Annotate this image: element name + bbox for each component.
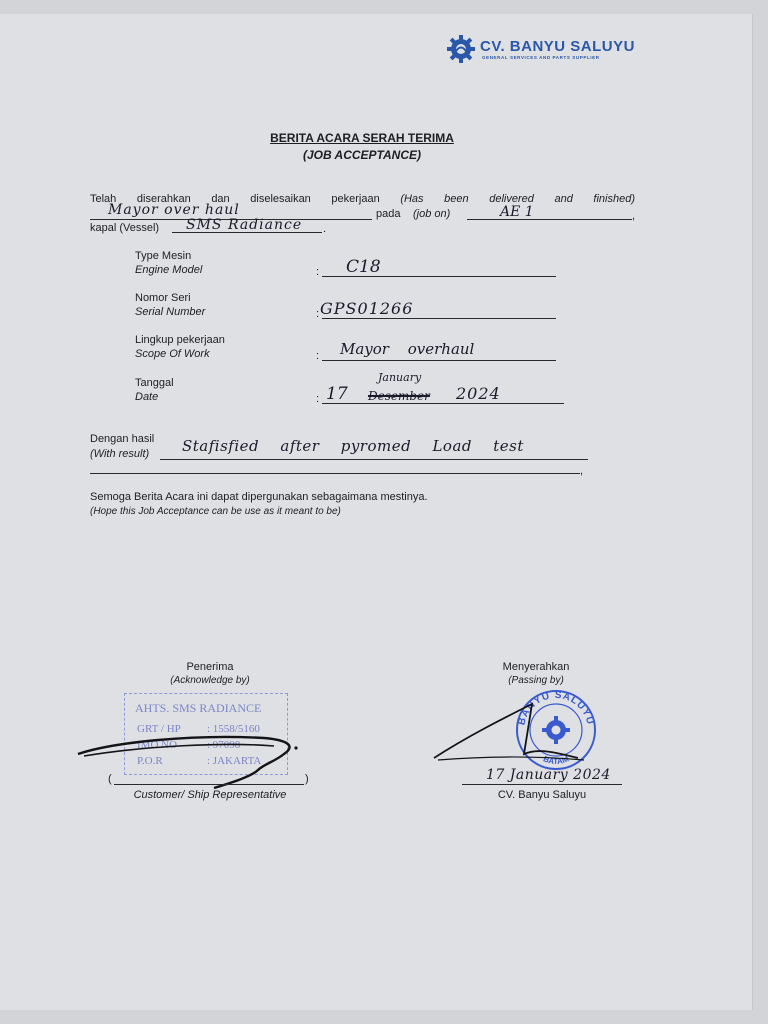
intro-word: dan	[211, 193, 230, 205]
closing-text: Semoga Berita Acara ini dapat dipergunakan sebagaimana mestinya.	[90, 491, 428, 503]
colon: :	[316, 350, 320, 362]
closing-text-en: (Hope this Job Acceptance can be use as it meant to be)	[90, 506, 341, 517]
company-tagline: GENERAL SERVICES AND PARTS SUPPLIER	[482, 55, 600, 60]
document-title: BERITA ACARA SERAH TERIMA	[270, 131, 454, 145]
document-subtitle: (JOB ACCEPTANCE)	[302, 148, 421, 162]
job-on-label: (job on)	[413, 208, 451, 220]
stamp-row-val: : 1558/5160	[207, 723, 260, 735]
intro-word: Telah	[90, 193, 117, 205]
engine-model-label: Type Mesin	[135, 250, 192, 262]
stamp-row-key: IMO NO	[137, 739, 178, 751]
date-year: 2024	[456, 384, 501, 403]
sender-sign-line	[462, 784, 622, 785]
date-struck-month: Desember	[368, 389, 430, 403]
job-value: Mayor over haul	[108, 202, 240, 218]
gear-icon	[446, 34, 476, 64]
serial-number-line	[322, 318, 556, 319]
serial-number-value: GPS01266	[320, 299, 414, 318]
intro-word: finished)	[593, 193, 635, 205]
date-label: Tanggal	[135, 377, 174, 389]
receiver-caption: Customer/ Ship Representative	[133, 789, 287, 801]
colon: :	[316, 393, 320, 405]
receiver-sign-line	[114, 784, 304, 785]
sender-title: Menyerahkan	[502, 661, 570, 673]
job-on-value: AE 1	[500, 204, 534, 220]
result-label: Dengan hasil	[90, 433, 155, 445]
result-comma: ,	[580, 465, 584, 477]
engine-model-value: C18	[346, 257, 381, 277]
vessel-label: kapal (Vessel)	[90, 222, 160, 234]
result-line-2	[90, 473, 580, 474]
sender-date: 17 January 2024	[486, 767, 611, 783]
date-line	[322, 403, 564, 404]
paren-open: (	[108, 773, 112, 785]
result-label-en: (With result)	[90, 448, 150, 460]
stamp-row-val: : 97098	[207, 739, 241, 751]
receiver-title-en: (Acknowledge by)	[170, 675, 250, 686]
scope-value: Mayor overhaul	[340, 340, 475, 358]
paren-close: )	[305, 773, 309, 785]
engine-model-label-en: Engine Model	[135, 264, 203, 276]
company-stamp-top: BANYU SALUYU	[516, 690, 596, 727]
intro-word: (Has	[400, 193, 424, 205]
intro-word: been	[444, 193, 469, 205]
result-value: Stafisfied after pyromed Load test	[182, 437, 524, 455]
stamp-row-val: : JAKARTA	[207, 755, 262, 767]
company-name: CV. BANYU SALUYU	[480, 38, 635, 55]
scope-label-en: Scope Of Work	[135, 348, 210, 360]
sender-caption: CV. Banyu Saluyu	[497, 789, 587, 801]
sender-title-en: (Passing by)	[508, 675, 564, 686]
stamp-row-key: GRT / HP	[137, 723, 181, 735]
serial-number-label-en: Serial Number	[135, 306, 206, 318]
sender-signature	[428, 696, 588, 768]
ship-stamp-name: AHTS. SMS RADIANCE	[135, 701, 262, 715]
scope-line	[322, 360, 556, 361]
intro-word: pekerjaan	[331, 193, 380, 205]
vessel-value: SMS Radiance	[186, 217, 303, 233]
colon: :	[316, 308, 320, 320]
date-label-en: Date	[135, 391, 159, 403]
job-on-line	[467, 219, 632, 220]
result-line-1	[160, 459, 588, 460]
serial-number-label: Nomor Seri	[135, 292, 191, 304]
colon: :	[316, 266, 320, 278]
intro-word: delivered	[489, 193, 534, 205]
period: .	[323, 223, 327, 235]
scope-label: Lingkup pekerjaan	[135, 334, 225, 346]
date-correction: January	[378, 371, 422, 384]
stamp-row-key: P.O.R	[137, 755, 163, 767]
date-day: 17	[326, 384, 348, 404]
pada-label: pada	[376, 208, 401, 220]
intro-word: and	[554, 193, 573, 205]
company-stamp-bottom: BATAM	[541, 754, 571, 767]
intro-word: diselesaikan	[250, 193, 311, 205]
comma: ,	[632, 210, 636, 222]
company-logo	[446, 34, 656, 64]
receiver-title: Penerima	[186, 661, 234, 673]
intro-word: diserahkan	[136, 193, 191, 205]
